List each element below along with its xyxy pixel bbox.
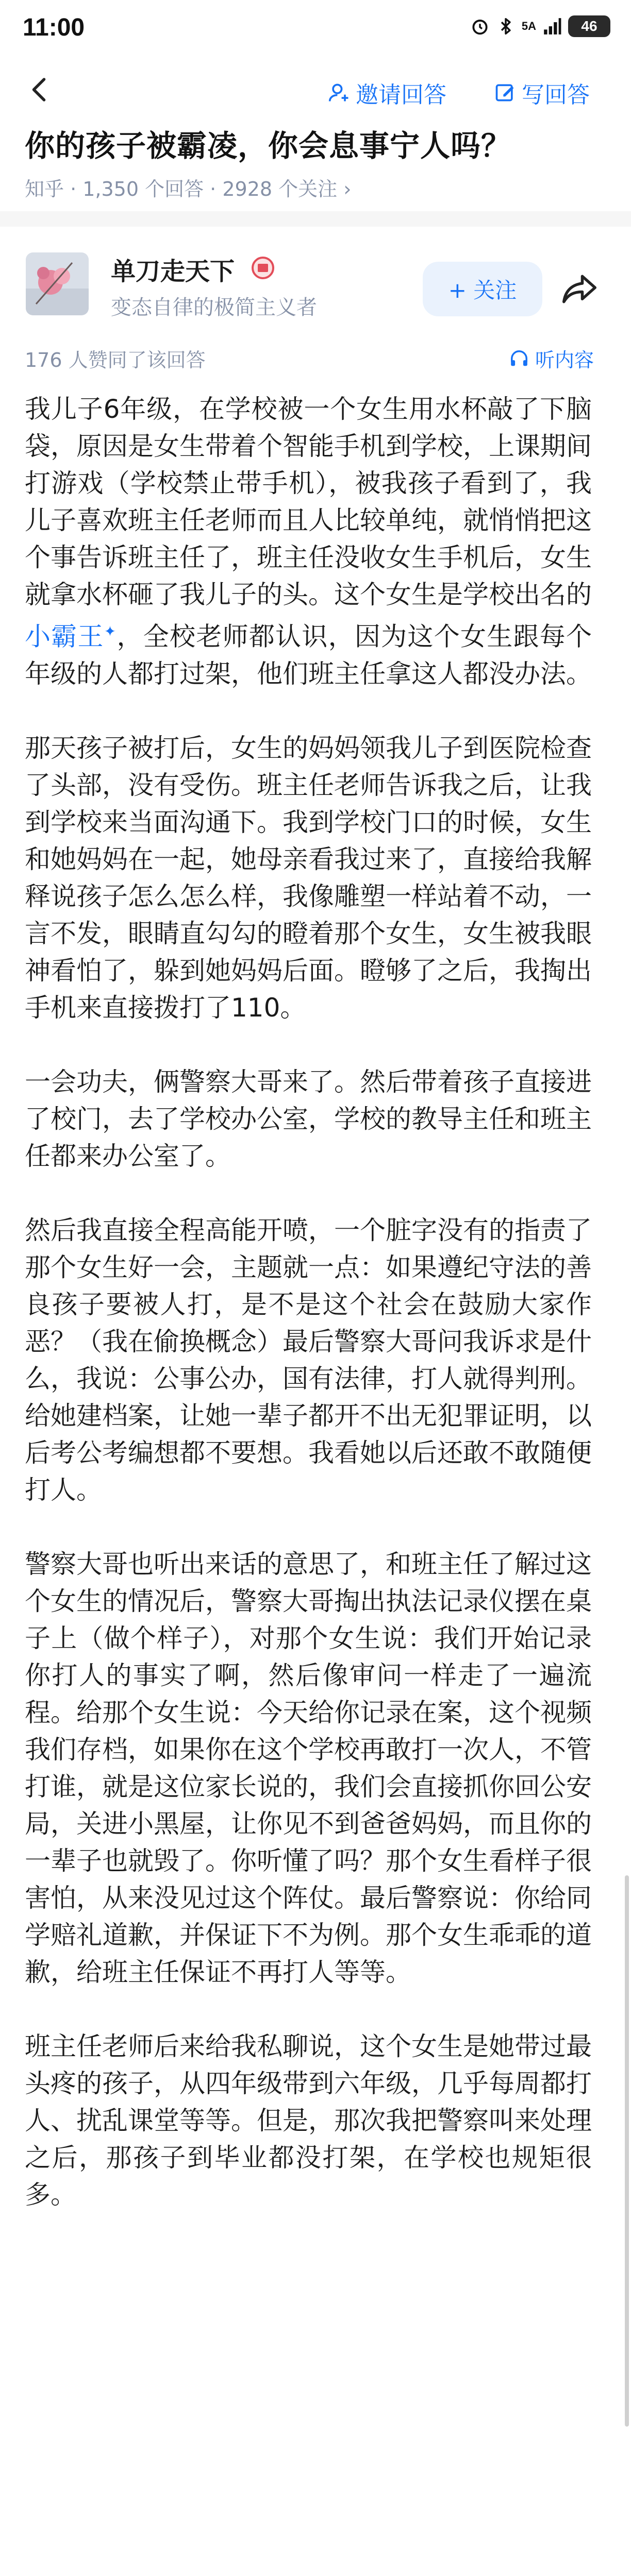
medal-icon [251,256,275,280]
paragraph-3: 一会功夫，俩警察大哥来了。然后带着孩子直接进了校门，去了学校办公室，学校的教导主任和班主任都来办公室了。 [25,1066,592,1171]
headphones-icon [509,349,529,368]
sparkle-icon: ✦ [104,623,117,640]
battery-icon: 46 [568,15,610,37]
invite-label: 邀请回答 [356,82,446,108]
author-bio: 变态自律的极简主义者 [111,296,317,319]
alarm-icon [470,16,490,36]
invite-answer-button[interactable] [328,76,446,109]
status-icons [470,15,610,37]
paragraph-1-text-a: 我儿子6年级，在学校被一个女生用水杯敲了下脑袋，原因是女生带着个智能手机到学校，上课期间打游戏（学校禁止带手机），被我孩子看到了，我儿子喜欢班主任老师而且人比较单纯，就悄悄把这个事告诉班主任了，班主任没收女生手机后，女生就拿水杯砸了我儿子的头。这个女生是学校出名的 [25,394,592,609]
question-title[interactable]: 你的孩子被霸凌，你会息事宁人吗？ [25,128,512,163]
question-meta[interactable]: 知乎 · 1,350 个回答 · 2928 个关注 › [25,178,352,200]
likes-count: 176 人赞同了该回答 [25,349,206,371]
inline-link-xiaobawang[interactable]: 小霸王 [25,621,104,652]
top-nav [0,67,631,118]
answer-content [25,391,592,2250]
scrollbar[interactable] [625,1875,629,2427]
share-icon[interactable] [560,272,599,306]
status-time: 11:00 [23,14,85,41]
listen-button[interactable] [509,344,594,372]
paragraph-2: 那天孩子被打后，女生的妈妈领我儿子到医院检查了头部，没有受伤。班主任老师告诉我之后，让我到学校来当面沟通下。我到学校门口的时候，女生和她妈妈在一起，她母亲看我过来了，直接给我解释说孩子怎么怎么样，我像雕塑一样站着不动，一言不发，眼睛直勾勾的瞪着那个女生，女生被我眼神看怕了，躲到她妈妈后面。瞪够了之后，我掏出手机来直接拨打了110。 [25,733,592,1023]
signal-label: 5A [521,20,536,32]
bluetooth-icon [496,16,516,36]
paragraph-5: 警察大哥也听出来话的意思了，和班主任了解过这个女生的情况后，警察大哥掏出执法记录仪摆在桌子上（做个样子），对那个女生说：我们开始记录你打人的事实了啊，然后像审问一样走了一遍流程。给那个女生说：今天给你记录在案，这个视频我们存档，如果你在这个学校再敢打一次人，不管打谁，就是这位家长说的，我们会直接抓你回公安局，关进小黑屋，让你见不到爸爸妈妈，而且你的一辈子也就毁了。你听懂了吗？那个女生看样子很害怕，从来没见过这个阵仗。最后警察说：你给同学赔礼道歉，并保证下不为例。那个女生乖乖的道歉，给班主任保证不再打人等等。 [25,1549,592,1987]
avatar[interactable] [26,252,89,315]
follow-button[interactable]: + 关注 [423,262,542,316]
listen-label: 听内容 [535,349,594,371]
write-answer-button[interactable] [494,76,590,109]
author-name[interactable]: 单刀走天下 [111,257,235,286]
section-divider [0,211,631,227]
write-label: 写回答 [522,82,590,108]
paragraph-1-text-b: ，全校老师都认识，因为这个女生跟每个年级的人都打过架，他们班主任拿这人都没办法。 [25,621,592,689]
signal-icon [542,16,562,36]
status-bar [0,0,631,49]
paragraph-4: 然后我直接全程高能开喷，一个脏字没有的指责了那个女生好一会，主题就一点：如果遵纪守法的善良孩子要被人打，是不是这个社会在鼓励大家作恶？（我在偷换概念）最后警察大哥问我诉求是什么，我说：公事公办，国有法律，打人就得判刑。给她建档案，让她一辈子都开不出无犯罪证明，以后考公考编想都不要想。我看她以后还敢不敢随便打人。 [25,1215,592,1505]
chevron-left-icon[interactable] [25,74,56,105]
paragraph-1 [25,391,592,692]
paragraph-6: 班主任老师后来给我私聊说，这个女生是她带过最头疼的孩子，从四年级带到六年级，几乎每周都打人、扰乱课堂等等。但是，那次我把警察叫来处理之后，那孩子到毕业都没打架，在学校也规矩很多。 [25,2031,592,2210]
edit-icon [494,81,517,104]
person-add-icon [328,81,351,104]
